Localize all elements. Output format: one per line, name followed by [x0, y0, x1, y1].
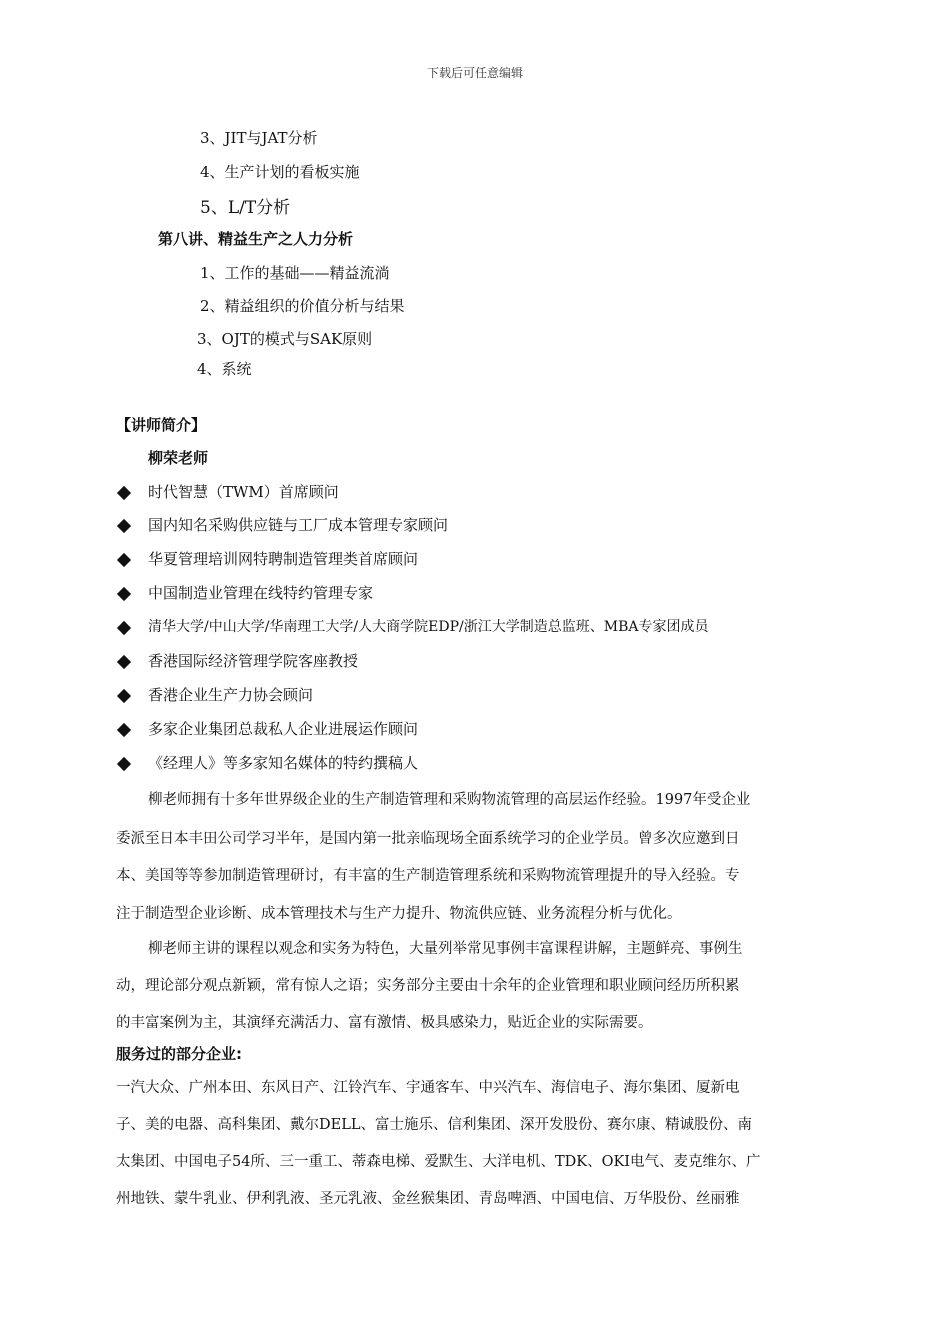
lecture-8-item-2: 2、精益组织的价值分析与结果: [200, 297, 405, 315]
page-header-note: 下载后可任意编辑: [426, 66, 523, 80]
bio-paragraph-2-line: 动，理论部分观点新颖，常有惊人之语；实务部分主要由十余年的企业管理和职业顾问经历所积累: [116, 978, 740, 994]
clients-title: 服务过的部分企业:: [116, 1045, 242, 1063]
clients-line: 州地铁、蒙牛乳业、伊利乳液、圣元乳液、金丝猴集团、青岛啤酒、中国电信、万华股份、丝丽雅: [116, 1191, 740, 1207]
bio-paragraph-1-line: 柳老师拥有十多年世界级企业的生产制造管理和采购物流管理的高层运作经验。1997年受企业: [148, 792, 751, 808]
diamond-bullet-icon: [117, 689, 131, 703]
diamond-bullet-icon: [117, 723, 131, 737]
bio-paragraph-2-line: 柳老师主讲的课程以观念和实务为特色，大量列举常见事例丰富课程讲解，主题鲜亮、事例生: [148, 941, 743, 957]
outline-item-3: 3、JIT与JAT分析: [200, 129, 318, 147]
bio-paragraph-1-line: 委派至日本丰田公司学习半年，是国内第一批亲临现场全面系统学习的企业学员。曾多次应邀到日: [116, 831, 740, 847]
diamond-bullet-icon: [117, 757, 131, 771]
diamond-bullet-icon: [117, 486, 131, 500]
bio-paragraph-1-line: 注于制造型企业诊断、成本管理技术与生产力提升、物流供应链、业务流程分析与优化。: [116, 906, 682, 922]
bio-paragraph-2-line: 的丰富案例为主，其演绎充满活力、富有激情、极具感染力，贴近企业的实际需要。: [116, 1015, 653, 1031]
lecture-8-item-3: 3、OJT的模式与SAK原则: [197, 330, 373, 348]
diamond-bullet-icon: [117, 519, 131, 533]
diamond-bullet-icon: [117, 655, 131, 669]
lecture-8-item-4: 4、系统: [197, 360, 252, 378]
outline-item-5: 5、L/T分析: [200, 198, 291, 218]
lecture-8-item-1: 1、工作的基础——精益流淌: [200, 264, 390, 282]
bio-paragraph-1-line: 本、美国等等参加制造管理研讨，有丰富的生产制造管理系统和采购物流管理提升的导入经验。专: [116, 868, 740, 884]
lecture-8-title: 第八讲、精益生产之人力分析: [158, 230, 354, 248]
instructor-name: 柳荣老师: [148, 449, 209, 467]
diamond-bullet-icon: [117, 553, 131, 567]
diamond-bullet-icon: [117, 587, 131, 601]
clients-line: 一汽大众、广州本田、东风日产、江铃汽车、宇通客车、中兴汽车、海信电子、海尔集团、厦新电: [116, 1080, 740, 1096]
instructor-section-title: 【讲师简介】: [116, 416, 207, 434]
clients-line: 太集团、中国电子54所、三一重工、蒂森电梯、爱默生、大洋电机、TDK、OKI电气、麦克维尔、广: [116, 1154, 761, 1170]
diamond-bullet-icon: [117, 621, 131, 635]
outline-item-4: 4、生产计划的看板实施: [200, 163, 360, 181]
clients-line: 子、美的电器、高科集团、戴尔DELL、富士施乐、信利集团、深开发股份、赛尔康、精诚股份、南: [116, 1117, 752, 1133]
